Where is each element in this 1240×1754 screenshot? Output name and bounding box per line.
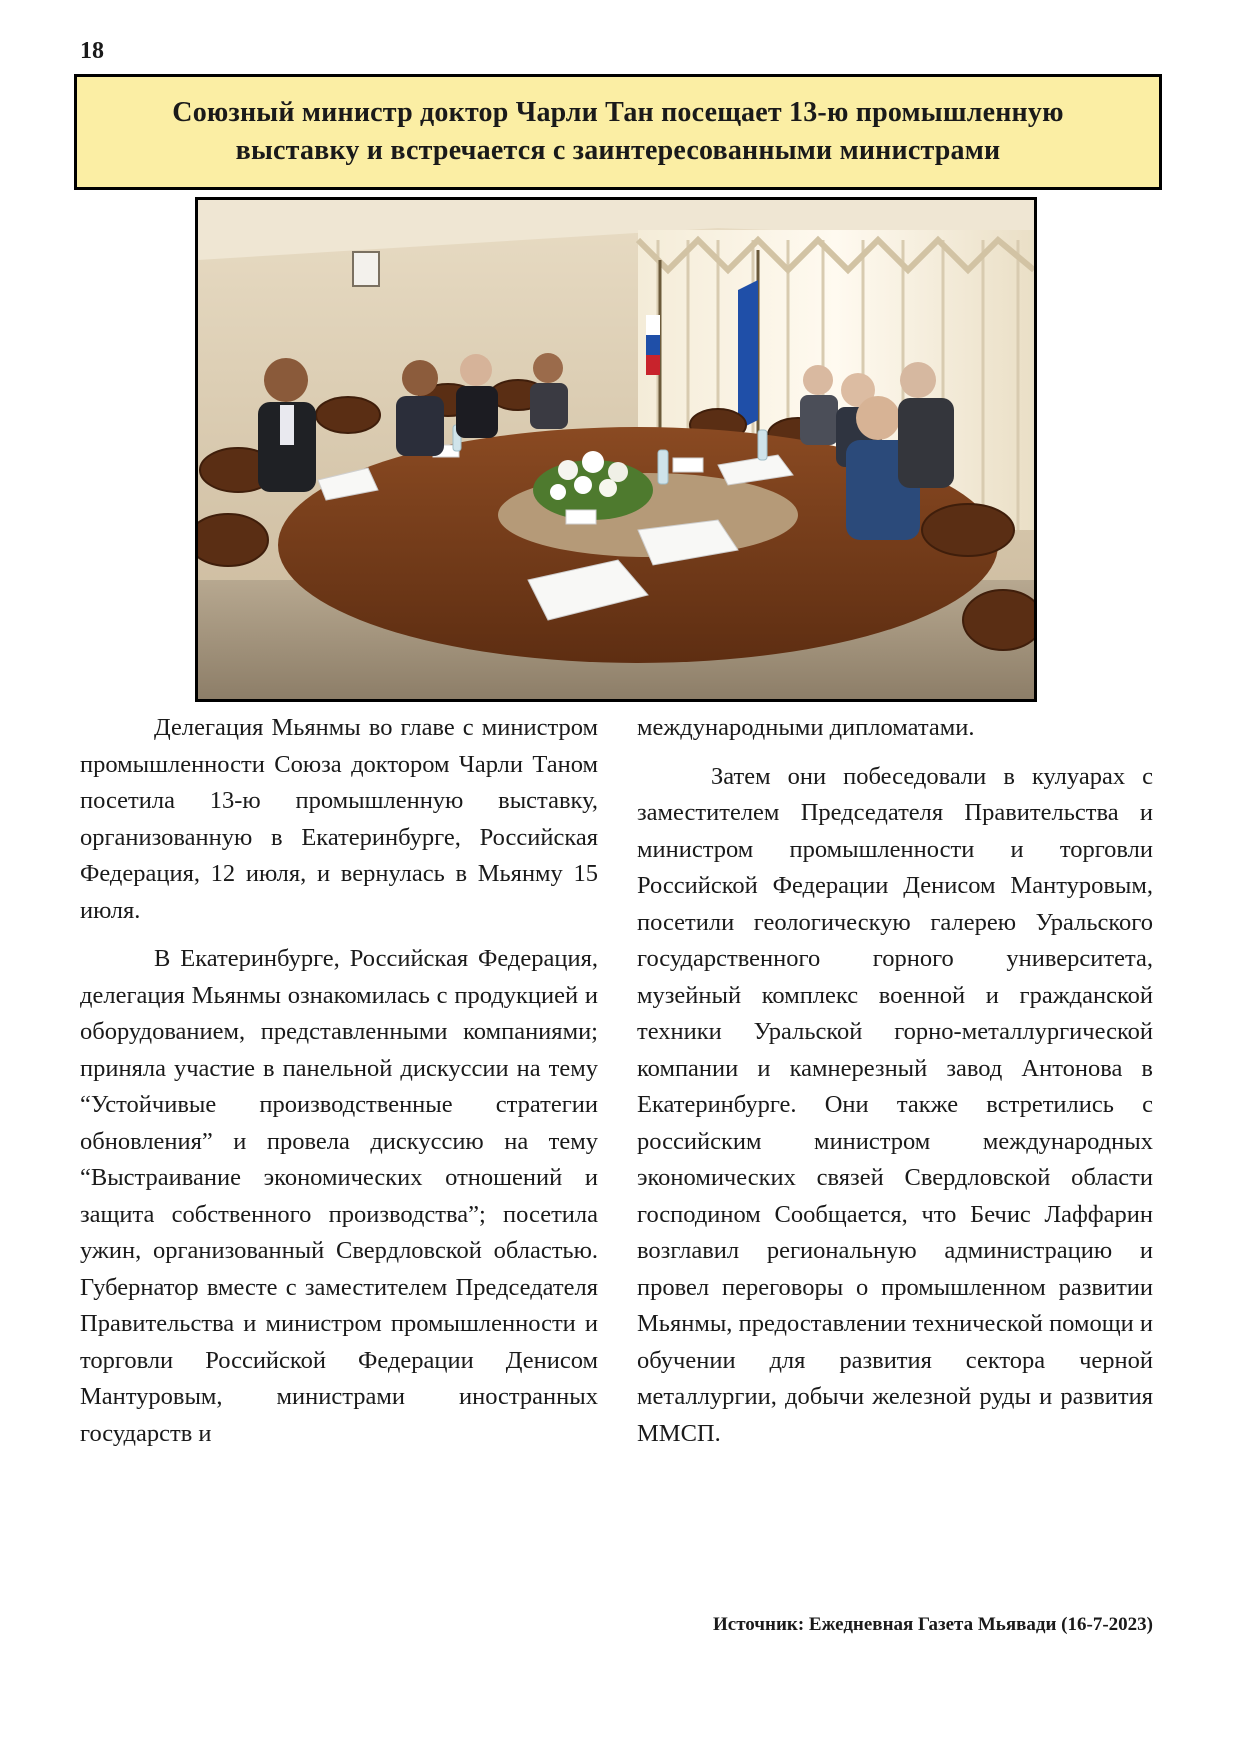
article-paragraph: Затем они побеседовали в кулуарах с заместителем Председателя Правительства и министром промышленности и торговли Российской Федерации Денисом Мантуровым, посетили геологическую галерею Уральского государственного горного университета, музейный комплекс военной и гражданской техники Уральской горно-металлургической компании и камнерезный завод Антонова в Екатеринбурге. Они также встретились с российским министром международных экономических связей Свердловской области господином Сообщается, что Бечис Лаффарин возглавил региональную администрацию и провел переговоры о промышленном развитии Мьянмы, предоставлении технической помощи и обучении для развития сектора черной металлургии, добычи железной руды и развития ММСП.	[637, 762, 1153, 1447]
article-paragraph: Делегация Мьянмы во главе с министром промышленности Союза доктором Чарли Таном посетила 13-ю промышленную выставку, организованную в Екатеринбурге, Российская Федерация, 12 июля, и вернулась в Мьянму 15 июля.	[80, 714, 598, 924]
article-column-left	[80, 710, 598, 1464]
article-source: Источник: Ежедневная Газета Мьявади (16-7-2023)	[713, 1614, 1153, 1635]
meeting-photo-illustration	[198, 200, 1034, 699]
article-paragraph-continued: международными дипломатами.	[637, 714, 975, 741]
article-column-right	[637, 710, 1153, 1464]
page-number: 18	[80, 38, 104, 64]
article-paragraph: В Екатеринбурге, Российская Федерация, делегация Мьянмы ознакомилась с продукцией и оборудованием, представленными компаниями; приняла участие в панельной дискуссии на тему “Устойчивые производственные стратегии обновления” и провела дискуссию на тему “Выстраивание экономических отношений и защита собственного производства”; посетила ужин, организованный Свердловской областью. Губернатор вместе с заместителем Председателя Правительства и министром промышленности и торговли Российской Федерации Денисом Мантуровым, министрами иностранных государств и	[80, 945, 598, 1447]
article-title-box	[74, 74, 1162, 190]
article-title: Союзный министр доктор Чарли Тан посещает 13-ю промышленную выставку и встречается с заинтересованными министрами	[172, 97, 1064, 166]
meeting-photo	[195, 197, 1037, 702]
